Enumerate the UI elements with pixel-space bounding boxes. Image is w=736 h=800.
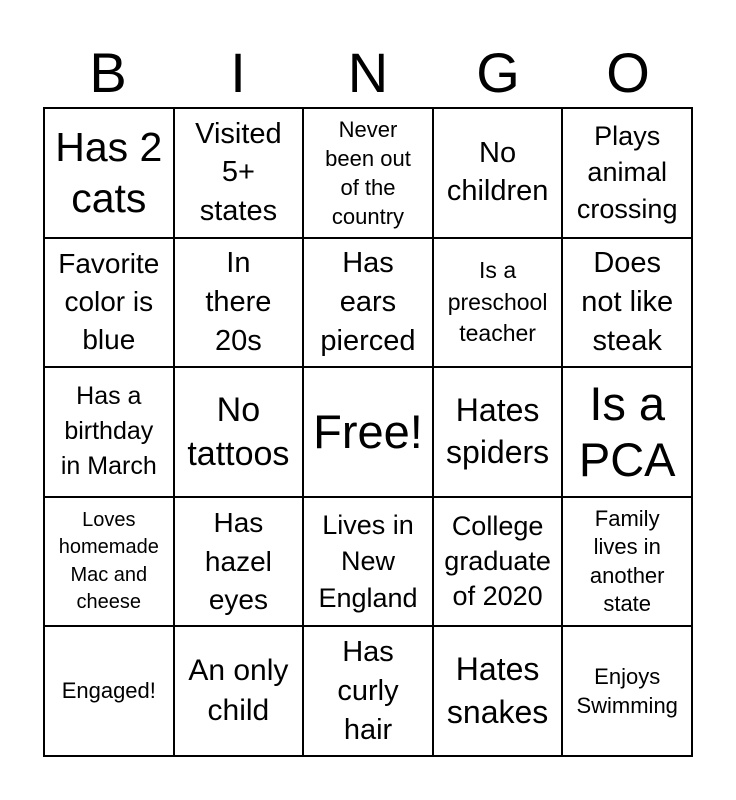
bingo-cell[interactable]: Has hazel eyes (174, 497, 304, 627)
bingo-cell[interactable]: Lives in New England (303, 497, 433, 627)
bingo-cell[interactable]: Engaged! (44, 626, 174, 756)
bingo-cell[interactable]: Hates snakes (433, 626, 563, 756)
bingo-cell[interactable]: Does not like steak (562, 238, 692, 368)
header-letter-n: N (347, 41, 389, 104)
bingo-cell[interactable]: Enjoys Swimming (562, 626, 692, 756)
bingo-cell[interactable]: Hates spiders (433, 367, 563, 497)
bingo-cell[interactable]: Has a birthday in March (44, 367, 174, 497)
bingo-cell[interactable]: Never been out of the country (303, 108, 433, 238)
bingo-cell[interactable]: Has 2 cats (44, 108, 174, 238)
bingo-cell[interactable]: Favorite color is blue (44, 238, 174, 368)
header-letter-o: O (606, 41, 650, 104)
bingo-cell[interactable]: In there 20s (174, 238, 304, 368)
bingo-cell[interactable]: Free! (303, 367, 433, 497)
header-letter-i: I (230, 41, 246, 104)
bingo-cell[interactable]: Has curly hair (303, 626, 433, 756)
bingo-cell[interactable]: No children (433, 108, 563, 238)
bingo-cell[interactable]: Loves homemade Mac and cheese (44, 497, 174, 627)
bingo-cell[interactable]: Has ears pierced (303, 238, 433, 368)
bingo-cell[interactable]: Is a PCA (562, 367, 692, 497)
bingo-cell[interactable]: Is a preschool teacher (433, 238, 563, 368)
bingo-cell[interactable]: Family lives in another state (562, 497, 692, 627)
bingo-cell[interactable]: No tattoos (174, 367, 304, 497)
bingo-cell[interactable]: College graduate of 2020 (433, 497, 563, 627)
header-letter-g: G (476, 41, 520, 104)
header-letter-b: B (89, 41, 127, 104)
bingo-cell[interactable]: Plays animal crossing (562, 108, 692, 238)
bingo-cell[interactable]: Visited 5+ states (174, 108, 304, 238)
bingo-board (43, 107, 693, 757)
bingo-cell[interactable]: An only child (174, 626, 304, 756)
bingo-header (43, 38, 693, 108)
